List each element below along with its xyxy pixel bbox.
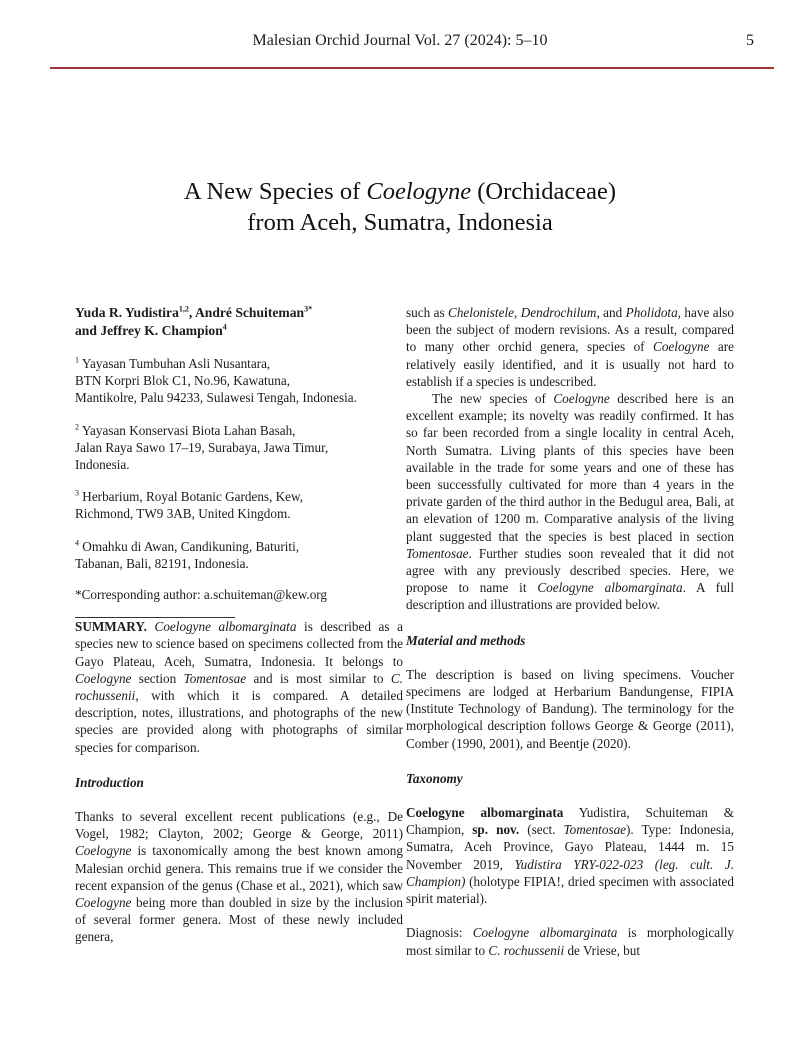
- body-text: being more than doubled in size by the inclusion of several former genera. Most of these newly included genera,: [75, 895, 403, 945]
- body-text: de Vriese, but: [564, 942, 641, 958]
- affiliation-number: 1: [75, 355, 79, 365]
- section-name: Tomentosae: [563, 822, 627, 838]
- article-title: [0, 176, 800, 238]
- affiliation-number: 3: [75, 488, 79, 498]
- section-name: Tomentosae: [183, 670, 247, 686]
- affiliation-3: [75, 488, 403, 522]
- right-column: [406, 304, 734, 959]
- species-name: Coelogyne albomarginata: [537, 580, 683, 596]
- summary-text: , with which it is compared. A detailed description, notes, illustrations, and photographs of the new species are provided along with photographs of similar species for comparison.: [75, 688, 403, 755]
- author-affiliation-mark: 4: [222, 322, 227, 332]
- journal-citation: Malesian Orchid Journal Vol. 27 (2024): 5–10: [252, 32, 548, 49]
- summary-text: section: [131, 670, 184, 686]
- body-text: such as: [406, 305, 449, 320]
- affiliation-line: Tabanan, Bali, 82191, Indonesia.: [75, 555, 249, 571]
- affiliation-line: Omahku di Awan, Candikuning, Baturiti,: [82, 538, 300, 554]
- affiliation-line: Richmond, TW9 3AB, United Kingdom.: [75, 506, 291, 522]
- summary-paragraph: [75, 618, 403, 756]
- title-line-2: from Aceh, Sumatra, Indonesia: [247, 209, 553, 236]
- species-name: C. rochussenii: [488, 942, 565, 958]
- diagnosis-paragraph: [406, 924, 734, 958]
- body-text: is morphologically most similar to: [406, 925, 735, 958]
- body-text: Yudistira, Schuiteman & Champion,: [406, 805, 734, 838]
- section-name: Tomentosae: [406, 545, 469, 561]
- body-text: have also been the subject of modern revisions. As a result, compared to many other orchid genera, species of: [406, 305, 735, 355]
- body-text: described here is an excellent example; its novelty was readily confirmed. It has so far been recorded from a single locality in central Aceh, North Sumatra. Living plants of this species have been available in the trade for some years and one of these has been successfully cultivated for more than 4 years in the private garden of the third author in the Bedugul area, Bali, at an elevation of 1200 m. Comparative analysis of the living plant suggested that the species is best placed in section: [406, 391, 735, 544]
- affiliation-2: [75, 422, 403, 474]
- body-text: (sect.: [519, 822, 564, 838]
- affiliation-number: 4: [75, 538, 79, 548]
- genus-name: Chelonistele: [448, 305, 514, 320]
- body-text: . A full description and illustrations are provided below.: [406, 580, 734, 613]
- body-text: The new species of: [432, 391, 554, 407]
- genus-name: Coelogyne: [653, 339, 710, 355]
- introduction-paragraph-1-continued: [406, 304, 734, 390]
- genus-name: Coelogyne: [553, 391, 610, 407]
- collector-info: Yudistira YRY-022-023 (leg. cult. J. Champion): [406, 856, 734, 889]
- affiliation-line: BTN Korpri Blok C1, No.96, Kawatuna,: [75, 373, 291, 389]
- taxonomy-paragraph: [406, 804, 734, 907]
- introduction-paragraph-2: [406, 390, 734, 614]
- author-list: [75, 304, 403, 340]
- body-text: ). Type: Indonesia, Sumatra, Aceh Province, Gayo Plateau, 1444 m. 15 November 2019,: [406, 822, 734, 872]
- body-text: Thanks to several excellent recent publications (e.g., De Vogel, 1982; Clayton, 2002; George & George, 2011): [75, 809, 403, 842]
- affiliation-line: Indonesia.: [75, 457, 130, 473]
- affiliation-1: [75, 355, 403, 407]
- author-name: Jeffrey K. Champion: [100, 323, 223, 338]
- page-number: 5: [746, 32, 754, 49]
- author-name: André Schuiteman: [194, 305, 305, 320]
- species-name: C. rochussenii: [75, 670, 403, 704]
- title-text: (Orchidaceae): [471, 178, 616, 205]
- sp-nov-label: sp. nov.: [472, 822, 520, 838]
- affiliation-line: Yayasan Tumbuhan Asli Nusantara,: [81, 356, 271, 371]
- affiliation-line: Mantikolre, Palu 94233, Sulawesi Tengah, Indonesia.: [75, 390, 357, 406]
- summary-text: and is most similar to: [246, 670, 391, 686]
- genus-name: Coelogyne: [75, 670, 132, 686]
- methods-paragraph: The description is based on living specimens. Voucher specimens are lodged at Herbarium Bandungense, FIPIA (Institute Technology of Bandung). The terminology for the morphological description follows George & George (2011), Comber (1990, 2001), and Beentje (2020).: [406, 666, 734, 751]
- affiliation-line: Herbarium, Royal Botanic Gardens, Kew,: [82, 489, 303, 505]
- affiliation-number: 2: [75, 422, 79, 432]
- affiliation-line: Jalan Raya Sawo 17–19, Surabaya, Jawa Timur,: [75, 439, 329, 455]
- author-affiliation-mark: 3*: [304, 304, 313, 314]
- title-text: A New Species of: [184, 178, 367, 205]
- header-rule: [50, 67, 774, 69]
- summary-text: is described as a species new to science based on specimens collected from the Gayo Plateau, Aceh, Sumatra, Indonesia. It belongs to: [75, 619, 403, 669]
- genus-name: Coelogyne: [75, 843, 132, 859]
- separator: ,: [513, 305, 521, 320]
- separator: , and: [596, 305, 626, 320]
- left-column: [75, 304, 403, 946]
- diagnosis-label: Diagnosis:: [406, 925, 473, 941]
- species-name: Coelogyne albomarginata: [154, 619, 297, 635]
- introduction-paragraph-1: [75, 808, 403, 946]
- corresponding-author: *Corresponding author: a.schuiteman@kew.org: [75, 587, 328, 603]
- section-heading-introduction: Introduction: [75, 774, 144, 790]
- separator: and: [75, 323, 101, 338]
- title-genus: Coelogyne: [366, 178, 472, 205]
- body-text: . Further studies soon revealed that it did not agree with any previously described species. Here, we propose to name it: [406, 545, 734, 596]
- affiliation-line: Yayasan Konservasi Biota Lahan Basah,: [81, 422, 296, 438]
- separator: ,: [188, 305, 195, 320]
- summary-label: SUMMARY.: [75, 619, 147, 635]
- species-name: Coelogyne albomarginata: [406, 805, 564, 821]
- affiliation-4: [75, 538, 403, 572]
- section-heading-methods: Material and methods: [406, 632, 526, 648]
- author-affiliation-mark: 1,2: [178, 304, 189, 314]
- genus-name: Dendrochilum: [520, 305, 597, 320]
- running-head: [0, 32, 800, 56]
- genus-name: Coelogyne: [75, 895, 132, 911]
- body-text: is taxonomically among the best known among Malesian orchid genera. This remains true if we consider the recent expansion of the genus (Chase et al., 2021), which saw: [75, 843, 403, 893]
- section-heading-taxonomy: Taxonomy: [406, 770, 463, 786]
- author-name: Yuda R. Yudistira: [75, 305, 179, 320]
- species-name: Coelogyne albomarginata: [472, 925, 618, 941]
- genus-name: Pholidota,: [625, 305, 681, 320]
- body-text: are relatively easily identified, and it is usually not hard to establish if a species is undescribed.: [406, 339, 734, 389]
- body-text: (holotype FIPIA!, dried specimen with associated spirit material).: [406, 873, 734, 907]
